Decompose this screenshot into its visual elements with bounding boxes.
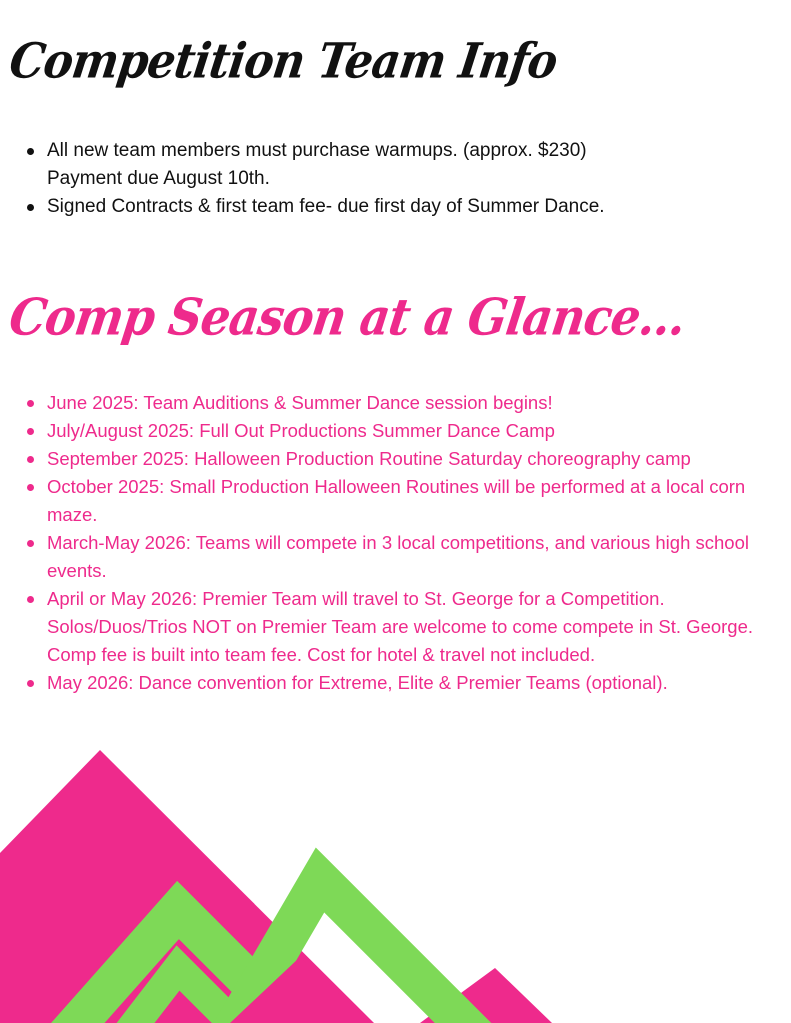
list-item-text: July/August 2025: Full Out Productions Summer Dance Camp [47, 420, 555, 441]
list-item-text: May 2026: Dance convention for Extreme, Elite & Premier Teams (optional). [47, 672, 668, 693]
list-item-text: June 2025: Team Auditions & Summer Dance session begins! [47, 392, 553, 413]
list-item-text: Payment due August 10th. [47, 168, 270, 189]
list-item-text: October 2025: Small Production Halloween Routines will be performed at a local corn maze. [47, 476, 746, 525]
list-item-text: March-May 2026: Teams will compete in 3 local competitions, and various high school events. [47, 532, 749, 581]
competition-team-info-heading: Competition Team Info [6, 33, 561, 90]
list-item-text: April or May 2026: Premier Team will travel to St. George for a Competition. Solos/Duos/Trios NOT on Premier Team are welcome to come compete in St. George. Comp fee is built into team fee. Cost for hotel & travel not included. [47, 588, 754, 665]
list-item-text: Signed Contracts & first team fee- due first day of Summer Dance. [47, 196, 605, 217]
list-item-text: September 2025: Halloween Production Routine Saturday choreography camp [47, 448, 691, 469]
comp-season-heading: Comp Season at a Glance... [5, 287, 689, 347]
list-item-text: All new team members must purchase warmups. (approx. $230) [47, 140, 587, 161]
